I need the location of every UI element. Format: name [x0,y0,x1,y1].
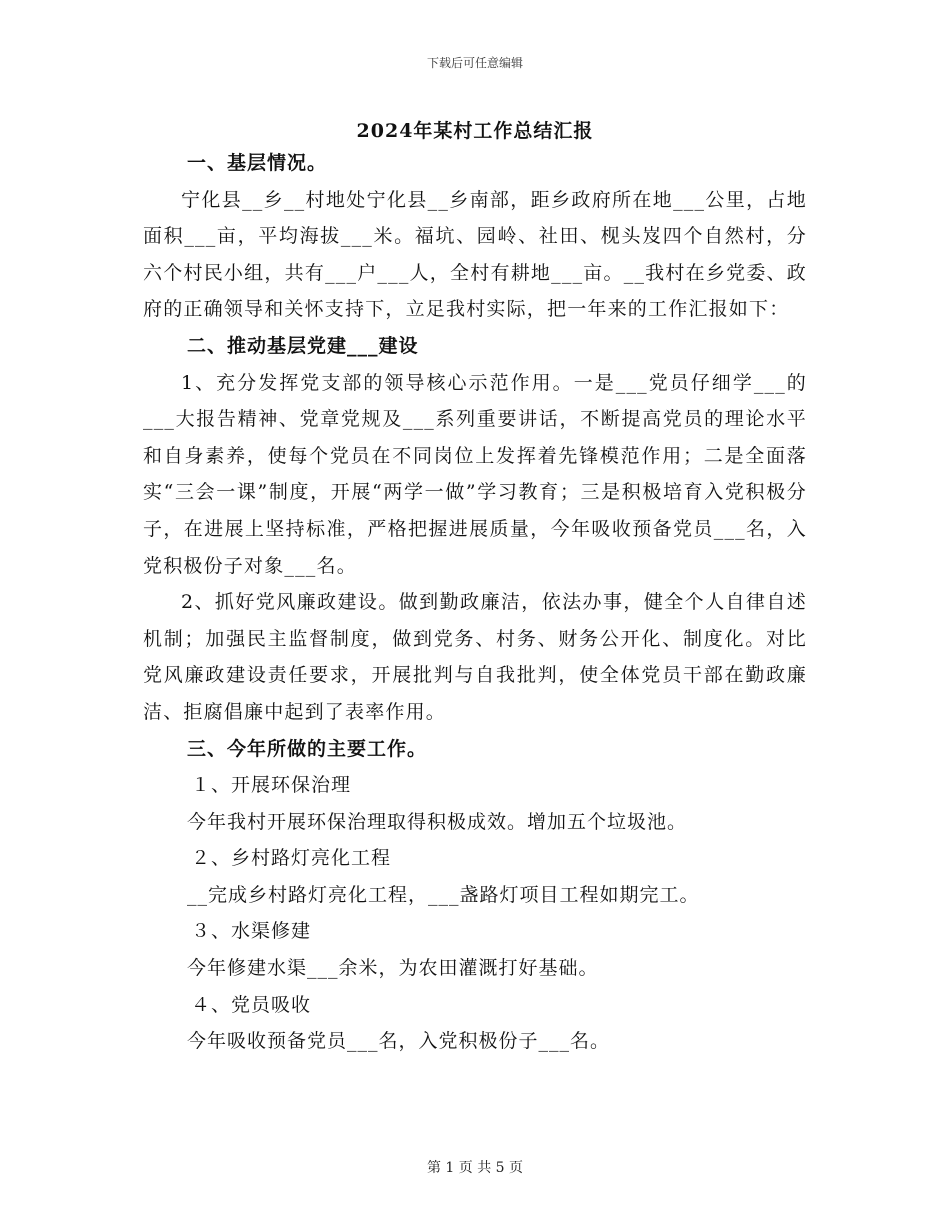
section-2-paragraph-1: 1、充分发挥党支部的领导核心示范作用。一是___党员仔细学___的___大报告精神、党章党规及___系列重要讲话，不断提高党员的理论水平和自身素养，使每个党员在不同岗位上发挥着先锋模范作用；二是全面落实“三会一课”制度，开展“两学一做”学习教育；三是积极培育入党积极分子，在进展上坚持标准，严格把握进展质量，今年吸收预备党员___名，入党积极份子对象___名。 [143,371,807,577]
section-1-paragraph: 宁化县__乡__村地处宁化县__乡南部，距乡政府所在地___公里，占地面积___亩，平均海拔___米。福坑、园岭、社田、枧头岌四个自然村，分六个村民小组，共有___户___人，全村有耕地___亩。__我村在乡党委、政府的正确领导和关怀支持下，立足我村实际，把一年来的工作汇报如下： [143,188,807,321]
section-heading-2: 二、推动基层党建___建设 [187,334,419,357]
section-heading-3: 三、今年所做的主要工作。 [187,737,428,760]
document-body [143,145,807,1060]
section-2-paragraph-2: 2、抓好党风廉政建设。做到勤政廉洁，依法办事，健全个人自律自述机制；加强民主监督制度，做到党务、村务、财务公开化、制度化。对比党风廉政建设责任要求，开展批判与自我批判，使全体党员干部在勤政廉洁、拒腐倡廉中起到了表率作用。 [143,591,807,723]
work-item-title: １、开展环保治理 [191,774,352,797]
header-note: 下载后可任意编辑 [426,56,523,70]
page-footer: 第 1 页 共 5 页 [426,1160,524,1176]
work-item-text: 今年我村开展环保治理取得积极成效。增加五个垃圾池。 [187,810,688,833]
work-item-text: __完成乡村路灯亮化工程，___盏路灯项目工程如期完工。 [187,883,700,906]
work-item-text: 今年修建水渠___余米，为农田灌溉打好基础。 [187,957,599,980]
document-title: 2024年某村工作总结汇报 [356,120,594,142]
work-item-text: 今年吸收预备党员___名，入党积极份子___名。 [187,1030,611,1053]
work-item-title: ３、水渠修建 [191,920,312,943]
section-heading-1: 一、基层情况。 [187,152,328,174]
work-item-title: ４、党员吸收 [191,993,312,1016]
work-item-title: ２、乡村路灯亮化工程 [191,847,392,870]
